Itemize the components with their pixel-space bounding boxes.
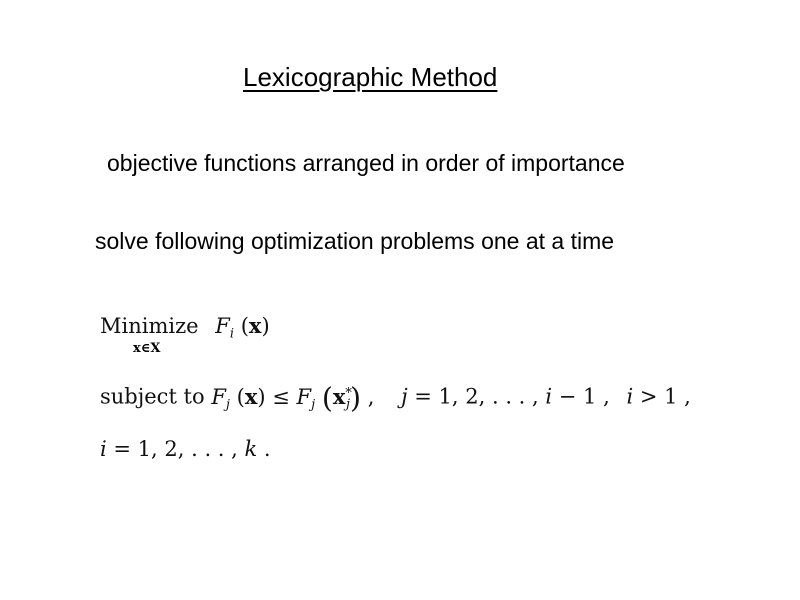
bullet-objective-order: objective functions arranged in order of importance bbox=[107, 150, 625, 176]
i-condition-expression: i > 1 , bbox=[626, 384, 691, 409]
bullet-solve-sequence: solve following optimization problems one at a time bbox=[95, 228, 615, 254]
constraint-expression: $F_j$ $(x) \le F_j$ $(x^*_j)$ , bbox=[211, 381, 375, 414]
i-range-expression: i = 1, 2, . . . , k . bbox=[100, 437, 271, 461]
j-range-expression: j = 1, 2, . . . , i − 1 , bbox=[401, 384, 610, 409]
minimize-label: Minimize bbox=[100, 314, 199, 338]
formula-index-row bbox=[100, 437, 271, 461]
slide-title: Lexicographic Method bbox=[243, 62, 498, 92]
objective-expression: $F_i$ (x) bbox=[215, 313, 270, 342]
formula-constraint-row bbox=[100, 381, 691, 414]
minimize-subscript: x∈X bbox=[133, 341, 161, 356]
subject-to-label: subject to bbox=[100, 384, 205, 409]
formula-minimize-row bbox=[100, 313, 270, 342]
